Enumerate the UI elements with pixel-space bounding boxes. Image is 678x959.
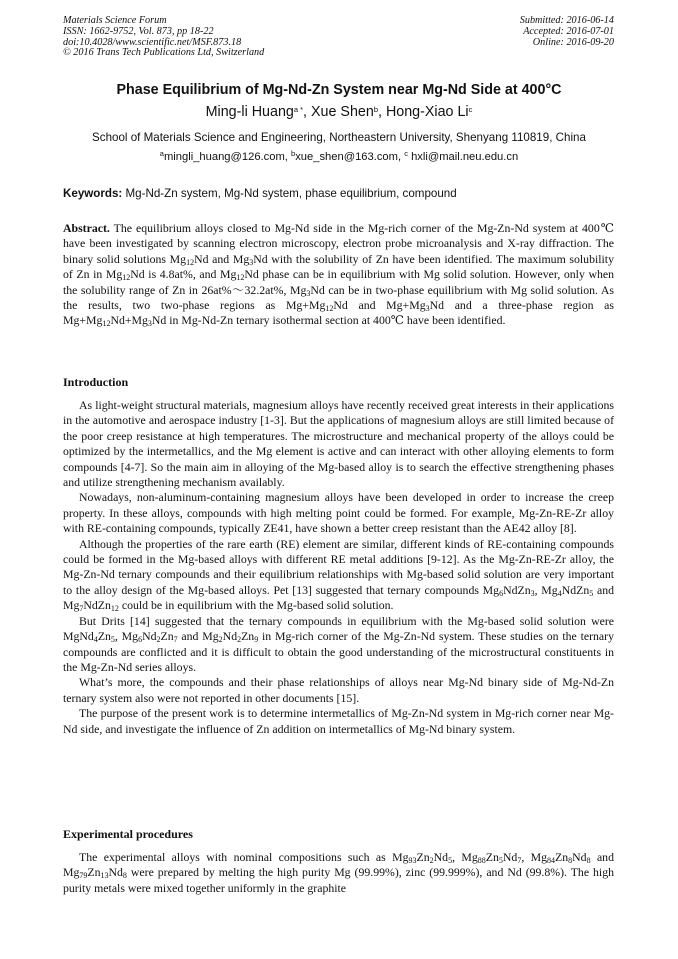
abstract-text: Nd phase can be in equilibrium with Mg solid solution. However, only when the solubility range of Zn in 26at%～32.2at%, Mg bbox=[63, 267, 614, 297]
text-run: and Mg bbox=[177, 629, 219, 644]
journal-name: Materials Science Forum bbox=[63, 15, 167, 26]
subscript: 79 bbox=[79, 871, 88, 881]
subscript: 6 bbox=[499, 588, 504, 598]
abstract-text: Nd is 4.8at%, and Mg bbox=[130, 267, 237, 282]
subscript: 3 bbox=[306, 288, 311, 298]
subscript: 12 bbox=[102, 319, 111, 329]
text-run: Nd bbox=[572, 850, 587, 864]
text-run: Nd bbox=[108, 865, 123, 880]
text-run: Zn bbox=[416, 850, 430, 864]
submission-dates bbox=[520, 16, 614, 48]
subscript: 6 bbox=[138, 635, 143, 645]
text-run: Zn bbox=[485, 850, 499, 864]
abstract-label: Abstract. bbox=[63, 221, 110, 235]
abstract bbox=[63, 221, 614, 329]
section-heading-experimental: Experimental procedures bbox=[63, 827, 193, 841]
email-a-sup: a bbox=[159, 149, 164, 158]
text-run: Nd bbox=[502, 850, 518, 864]
text-run: and Mg bbox=[63, 850, 614, 880]
subscript: 12 bbox=[325, 304, 334, 314]
abstract-text: Nd in Mg-Nd-Zn ternary isothermal section at 400℃ have been identified. bbox=[151, 313, 506, 328]
subscript: 84 bbox=[547, 856, 556, 865]
subscript: 13 bbox=[100, 871, 109, 881]
text-run: NdZn bbox=[561, 582, 590, 597]
author-1: Ming-li Huang bbox=[205, 104, 294, 120]
subscript: 3 bbox=[425, 304, 430, 314]
subscript: 12 bbox=[186, 257, 195, 267]
online-date: Online: 2016-09-20 bbox=[532, 36, 614, 48]
subscript: 12 bbox=[122, 273, 131, 283]
email-b[interactable]: xue_shen@163.com bbox=[295, 151, 398, 163]
text-run: Nd bbox=[222, 629, 238, 644]
paper-title: Phase Equilibrium of Mg-Nd-Zn System near Mg-Nd Side at 400°C bbox=[116, 82, 562, 98]
doi-line: doi:10.4028/www.scientific.net/MSF.873.18 bbox=[63, 36, 242, 48]
author-3-sup: c bbox=[468, 105, 473, 114]
subscript: 4 bbox=[557, 588, 562, 598]
subscript: 93 bbox=[408, 856, 417, 865]
subscript: 5 bbox=[589, 588, 594, 598]
text-run: , Mg bbox=[114, 629, 139, 644]
subscript: 4 bbox=[93, 635, 98, 645]
paragraph: What’s more, the compounds and their phase relationships of alloys near Mg-Nd binary side of Mg-Nd-Zn ternary system also were not reported in other documents [15]. bbox=[63, 675, 614, 705]
text-run: , Mg bbox=[534, 582, 558, 597]
author-list: Ming-li Huang$^{a *}$, Xue Shen$^b$, Hong-Xiao Li$^c$ bbox=[205, 104, 473, 120]
subscript: 3 bbox=[530, 588, 535, 598]
paragraph bbox=[63, 850, 614, 896]
subscript: 8 bbox=[568, 856, 573, 865]
text-run: and Mg bbox=[63, 582, 615, 613]
journal-info bbox=[63, 16, 264, 59]
affiliation: School of Materials Science and Engineering, Northeastern University, Shenyang 110819, China bbox=[92, 131, 586, 144]
experimental-body bbox=[63, 850, 614, 896]
text-run: Nd bbox=[142, 629, 157, 644]
text-run: in Mg-rich corner of the Mg-Zn-Nd system. These studies on the ternary compounds are conflicted and it is difficult to obtain the good understanding of the microstructural constituents in the Mg-Zn-Nd series alloys. bbox=[63, 629, 614, 674]
copyright-line: © 2016 Trans Tech Publications Ltd, Switzerland bbox=[63, 47, 265, 59]
subscript: 3 bbox=[147, 319, 152, 329]
text-run: The experimental alloys with nominal compositions such as Mg bbox=[79, 850, 409, 864]
subscript: 9 bbox=[254, 635, 259, 645]
text-run: Nd bbox=[433, 850, 449, 864]
subscript: 7 bbox=[517, 856, 522, 865]
subscript: 2 bbox=[429, 856, 434, 865]
subscript: 2 bbox=[156, 635, 161, 645]
keywords-label: Keywords: bbox=[63, 187, 123, 200]
email-b-sup: b bbox=[291, 149, 296, 158]
text-run: were prepared by melting the high purity Mg (99.99%), zinc (99.999%), and Nd (99.8%). The high purity metals were mixed together uniformly in the graphite bbox=[63, 865, 614, 895]
subscript: 12 bbox=[110, 604, 119, 614]
abstract-text: Nd and Mg+Mg bbox=[333, 298, 426, 313]
author-3: Hong-Xiao Li bbox=[385, 104, 469, 120]
text-run: Zn bbox=[555, 850, 569, 864]
issn-line: ISSN: 1662-9752, Vol. 873, pp 18-22 bbox=[63, 25, 214, 37]
paragraph: The purpose of the present work is to determine intermetallics of Mg-Zn-Nd system in Mg-rich corner near Mg-Nd side, and investigate the influence of Zn addition on intermetallics of Mg-Nd binary system. bbox=[63, 706, 614, 736]
author-2: Xue Shen bbox=[311, 104, 374, 120]
subscript: 7 bbox=[79, 604, 84, 614]
subscript: 2 bbox=[237, 635, 242, 645]
author-1-sup: a * bbox=[293, 105, 304, 114]
subscript: 5 bbox=[448, 856, 453, 865]
abstract-text: Nd with the solubility of Zn have been identified. The maximum solubility of Zn in Mg bbox=[63, 251, 614, 282]
text-run: NdZn bbox=[503, 582, 531, 597]
paragraph: As light-weight structural materials, magnesium alloys have recently received great interests in their applications in the automotive and aerospace industry [1-3]. But the applications of magnesium alloys are still limited because of the poor creep resistance at high temperatures. The microstructure and mechanical property of the alloys could be optimized by the intermetallics, and the Mg element is active and can interact with other alloying elements to form compounds [4-7]. So the main aim in alloying of the Mg-based alloy is to search the effective strengthening phases and utilize strengthening mechanism availably. bbox=[63, 398, 614, 490]
abstract-text: Nd can be in two-phase equilibrium with Mg solid solution. As the results, two two-phase regions as Mg+Mg bbox=[63, 282, 614, 313]
subscript: 8 bbox=[586, 856, 591, 865]
email-c[interactable]: hxli@mail.neu.edu.cn bbox=[411, 151, 519, 163]
section-heading-introduction: Introduction bbox=[63, 375, 129, 389]
subscript: 7 bbox=[173, 635, 178, 645]
text-run: Zn bbox=[241, 629, 255, 644]
email-a[interactable]: mingli_huang@126.com bbox=[163, 151, 285, 163]
subscript: 5 bbox=[498, 856, 503, 865]
abstract-text: Nd and a three-phase region as Mg+Mg bbox=[63, 298, 614, 328]
text-run: NdZn bbox=[83, 598, 111, 613]
author-2-sup: b bbox=[373, 105, 378, 114]
text-run: could be in equilibrium with the Mg-based solid solution. bbox=[118, 598, 394, 613]
paragraph bbox=[63, 614, 614, 676]
abstract-text: Nd and Mg bbox=[194, 251, 250, 266]
submitted-date: Submitted: 2016-06-14 bbox=[519, 15, 614, 26]
keywords-text: Mg-Nd-Zn system, Mg-Nd system, phase equilibrium, compound bbox=[125, 187, 457, 200]
abstract-text: The equilibrium alloys closed to Mg-Nd side in the Mg-rich corner of the Mg-Zn-Nd system at 400℃ have been investigated by scanning electron microscopy, electron probe microanalysis and X-ray diffraction. The binary solid solutions Mg bbox=[63, 221, 614, 266]
abstract-text: Nd+Mg bbox=[110, 313, 148, 328]
paragraph: Nowadays, non-aluminum-containing magnesium alloys have been developed in order to increase the creep property. In these alloys, compounds with high melting point could be formed. For example, Mg-Zn-RE-Zr alloy with RE-containing compounds, typically ZE41, have shown a better creep resistant than the AE42 alloy [8]. bbox=[63, 490, 614, 536]
accepted-date: Accepted: 2016-07-01 bbox=[523, 25, 614, 37]
text-run: Zn bbox=[160, 629, 174, 644]
subscript: 88 bbox=[477, 856, 486, 865]
text-run: But Drits [14] suggested that the ternary compounds in equilibrium with the Mg-based solid solution were MgNd bbox=[63, 613, 614, 644]
email-c-sup: c bbox=[404, 149, 408, 158]
subscript: 3 bbox=[249, 257, 254, 267]
text-run: Zn bbox=[87, 865, 101, 880]
text-run: Zn bbox=[97, 629, 111, 644]
subscript: 12 bbox=[236, 273, 245, 283]
text-run: Although the properties of the rare earth (RE) element are similar, different kinds of RE-containing compounds could be formed in the Mg-based alloys with different RE metal additions [9-12]. As the Mg-Zn-RE-Zr alloy, the Mg-Zn-Nd ternary compounds and their equilibrium relationships with Mg-based solid solution are very important to the alloy design of the Mg-based alloys. Pet [13] suggested that ternary compounds Mg bbox=[63, 536, 614, 597]
subscript: 2 bbox=[218, 635, 223, 645]
keywords bbox=[63, 187, 457, 200]
text-run: , Mg bbox=[521, 850, 548, 864]
text-run: , Mg bbox=[452, 850, 478, 864]
paragraph bbox=[63, 537, 614, 614]
email-list: $^a$mingli_huang@126.com, $^b$xue_shen@163.com, $^c$ hxli@mail.neu.edu.cn bbox=[159, 149, 519, 163]
subscript: 8 bbox=[122, 871, 127, 881]
introduction-body bbox=[63, 398, 614, 737]
subscript: 5 bbox=[110, 635, 115, 645]
